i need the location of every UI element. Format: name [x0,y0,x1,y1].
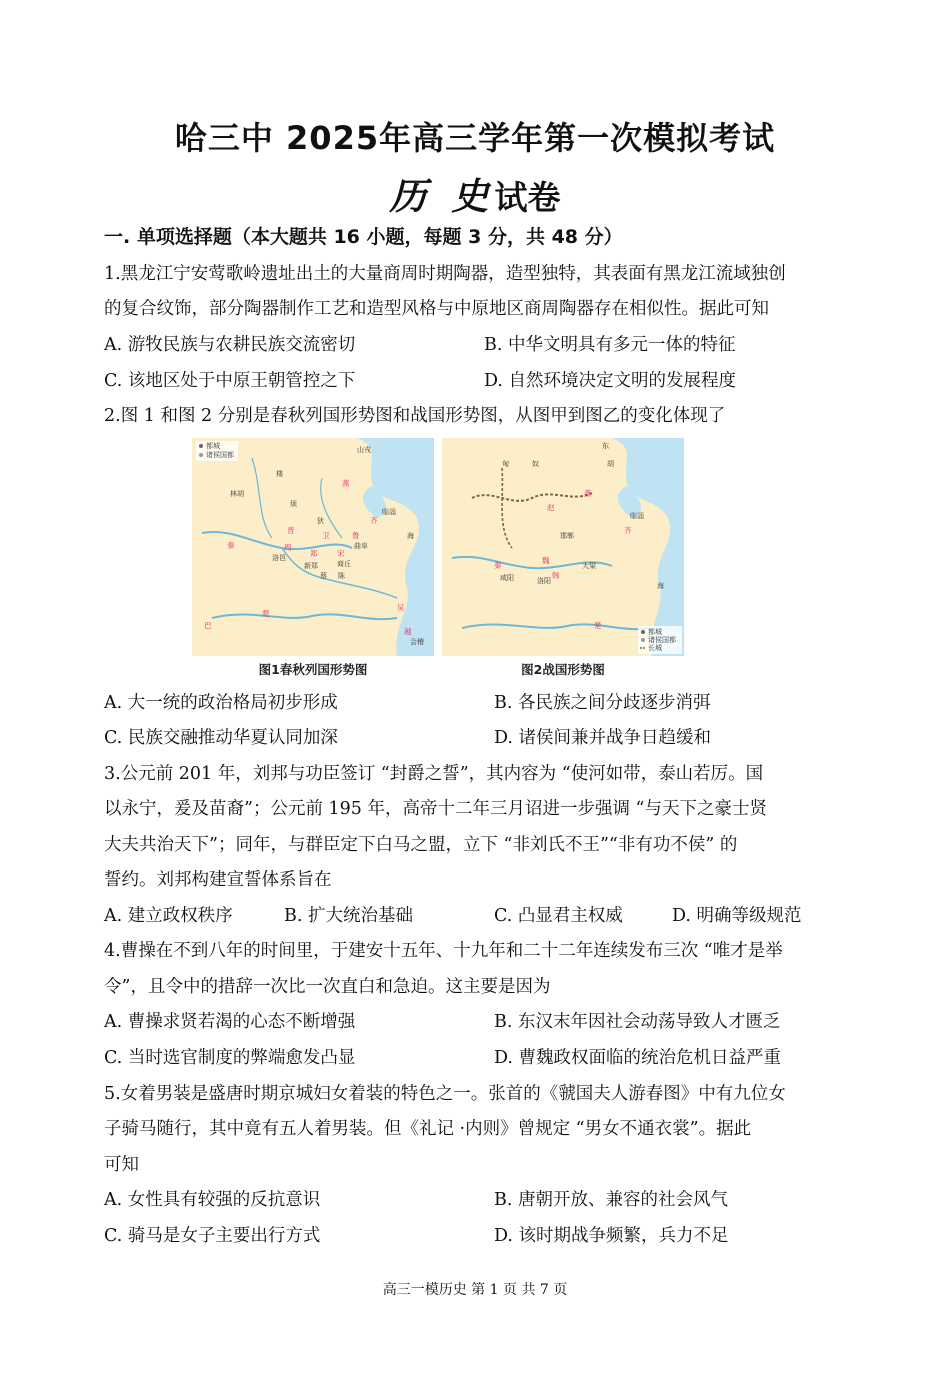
q2-option-a: A. 大一统的政治格局初步形成 [104,693,338,713]
map2-legend-wall: 长城 [648,644,662,652]
map1-label-wei: 卫 [322,531,330,540]
map2-label-luoyang: 洛阳 [537,577,551,585]
map2-label-daliang: 大梁 [582,562,596,570]
map2-label-xianyang: 咸阳 [500,574,514,582]
q5-stem-line3: 可知 [104,1155,139,1175]
warring-states-map-graphic [442,438,684,656]
q2-option-d: D. 诸侯间兼并战争日趋缓和 [494,728,712,748]
map1-label-song: 宋 [337,549,345,558]
map1-label-qufu: 曲阜 [354,542,368,550]
map2-label-zhao: 赵 [547,503,555,512]
map1-label-zhou: 周 [284,543,292,552]
map1-label-yan: 燕 [342,479,350,488]
map2-label-han: 韩 [552,571,560,580]
q4-stem-line2: 令”，且令中的措辞一次比一次直白和急迫。这主要是因为 [104,977,551,997]
q4-option-b: B. 东汉末年因社会动荡导致人才匮乏 [494,1012,781,1032]
map1-label-lu: 鲁 [352,531,360,540]
map1-label-xinzheng: 新郑 [304,562,318,570]
q3-option-d: D. 明确等级规范 [672,906,802,926]
map-figures [192,438,684,680]
map1-label-chen: 陈 [338,572,345,580]
q2-stem-line1: 2.图 1 和图 2 分别是春秋列国形势图和战国形势图，从图甲到图乙的变化体现了 [104,406,726,426]
map1-label-chu: 楚 [262,609,270,618]
map1-label-di: 狄 [317,517,324,525]
map1-label-qin: 秦 [227,541,235,550]
map1-label-shangqiu: 商丘 [337,560,351,568]
subject-title [0,166,950,220]
q4-stem-line1: 4.曹操在不到八年的时间里，于建安十五年、十九年和二十二年连续发布三次 “唯才是举 [104,941,783,961]
map2-label-nu: 奴 [532,460,539,468]
q5-option-a: A. 女性具有较强的反抗意识 [104,1190,321,1210]
map1-caption: 图1春秋列国形势图 [258,662,368,677]
subject-title-main: 历 史 [389,174,495,218]
map1-label-fan: 烦 [290,500,297,508]
map1-label-linhu: 林胡 [230,490,244,498]
map1-legend-capital: 都城 [206,442,220,450]
q2-option-c: C. 民族交融推动华夏认同加深 [104,728,338,748]
q5-stem-line2: 子骑马随行，其中竟有五人着男装。但《礼记 ·内则》曾规定 “男女不通衣裳”。据此 [104,1119,752,1139]
map2-label-handan: 邯郸 [560,532,574,540]
exam-title: 哈三中 2025年高三学年第一次模拟考试 [174,119,776,157]
q5-option-c: C. 骑马是女子主要出行方式 [104,1226,321,1246]
q3-option-a: A. 建立政权秩序 [104,906,233,926]
page-footer: 高三一模历史 第 1 页 共 7 页 [382,1282,568,1298]
map2-legend-fief: 诸侯国都 [648,636,676,644]
q3-stem-line2: 以永宁，爰及苗裔”；公元前 195 年，高帝十二年三月诏进一步强调 “与天下之豪士贤 [104,799,767,819]
map1-label-ba: 巴 [204,621,212,630]
q3-stem-line1: 3.公元前 201 年，刘邦与功臣签订 “封爵之誓”，其内容为 “使河如带，泰山若厉。国 [104,764,764,784]
spring-autumn-map-graphic [192,438,434,656]
q3-option-c: C. 凸显君主权威 [494,906,623,926]
map1-label-yue: 越 [404,627,412,636]
map1-label-qi: 齐 [370,516,378,525]
q4-option-a: A. 曹操求贤若渴的心态不断增强 [104,1012,356,1032]
q1-stem-line1: 1.黑龙江宁安莺歌岭遗址出土的大量商周时期陶器，造型独特，其表面有黑龙江流域独创 [104,264,786,284]
spring-autumn-map [192,438,434,656]
map2-label-qi: 齐 [624,526,632,535]
map1-legend-fief: 诸侯国都 [206,451,234,459]
q1-option-c: C. 该地区处于中原王朝管控之下 [104,371,356,391]
map1-label-zheng: 郑 [310,549,318,558]
map2-label-sea: 海 [657,582,664,590]
map1-label-lou: 楼 [276,470,283,478]
q3-stem-line4: 誓约。刘邦构建宣誓体系旨在 [104,870,332,890]
q5-option-b: B. 唐朝开放、兼容的社会风气 [494,1190,728,1210]
map2-label-qin: 秦 [494,561,502,570]
section-heading: 一. 单项选择题（本大题共 16 小题，每题 3 分，共 48 分） [104,226,623,248]
map2-label-dong: 东 [602,442,609,450]
map2-label-yan: 燕 [584,489,592,498]
map2-legend-capital: 都城 [648,628,662,636]
warring-states-map [442,438,684,656]
map1-label-kuaiji: 会稽 [410,638,424,646]
subject-title-suffix: 试卷 [494,178,561,217]
map2-label-chu: 楚 [594,621,602,630]
q5-stem-line1: 5.女着男装是盛唐时期京城妇女着装的特色之一。张首的《虢国夫人游春图》中有九位女 [104,1084,786,1104]
q1-option-a: A. 游牧民族与农耕民族交流密切 [104,335,356,355]
map1-label-sea: 海 [407,532,414,540]
map1-label-wu: 吴 [397,603,405,612]
map2-label-wei: 魏 [542,556,550,565]
map2-label-hu: 胡 [607,460,614,468]
map2-caption: 图2战国形势图 [521,662,605,677]
q5-option-d: D. 该时期战争频繁，兵力不足 [494,1226,729,1246]
map1-label-shanrong: 山戎 [357,446,371,454]
map2-label-xiong: 匈 [502,460,509,468]
q2-option-b: B. 各民族之间分歧逐步消弭 [494,693,711,713]
q4-option-c: C. 当时选官制度的弊端愈发凸显 [104,1048,356,1068]
q3-stem-line3: 大夫共治天下”；同年，与群臣定下白马之盟，立下 “非刘氏不王”“非有功不侯” 的 [104,835,738,855]
q3-option-b: B. 扩大统治基础 [284,906,413,926]
q1-option-b: B. 中华文明具有多元一体的特征 [484,335,736,355]
map1-label-luoyi: 洛邑 [272,554,286,562]
q4-option-d: D. 曹魏政权面临的统治危机日益严重 [494,1048,782,1068]
q1-stem-line2: 的复合纹饰，部分陶器制作工艺和造型风格与中原地区商周陶器存在相似性。据此可知 [104,299,769,319]
map1-label-cai: 蔡 [320,572,327,580]
q1-option-d: D. 自然环境决定文明的发展程度 [484,371,737,391]
map2-label-linzi: 临淄 [630,512,644,520]
map1-label-linzi: 临淄 [382,508,396,516]
map1-label-jin: 晋 [287,526,295,535]
